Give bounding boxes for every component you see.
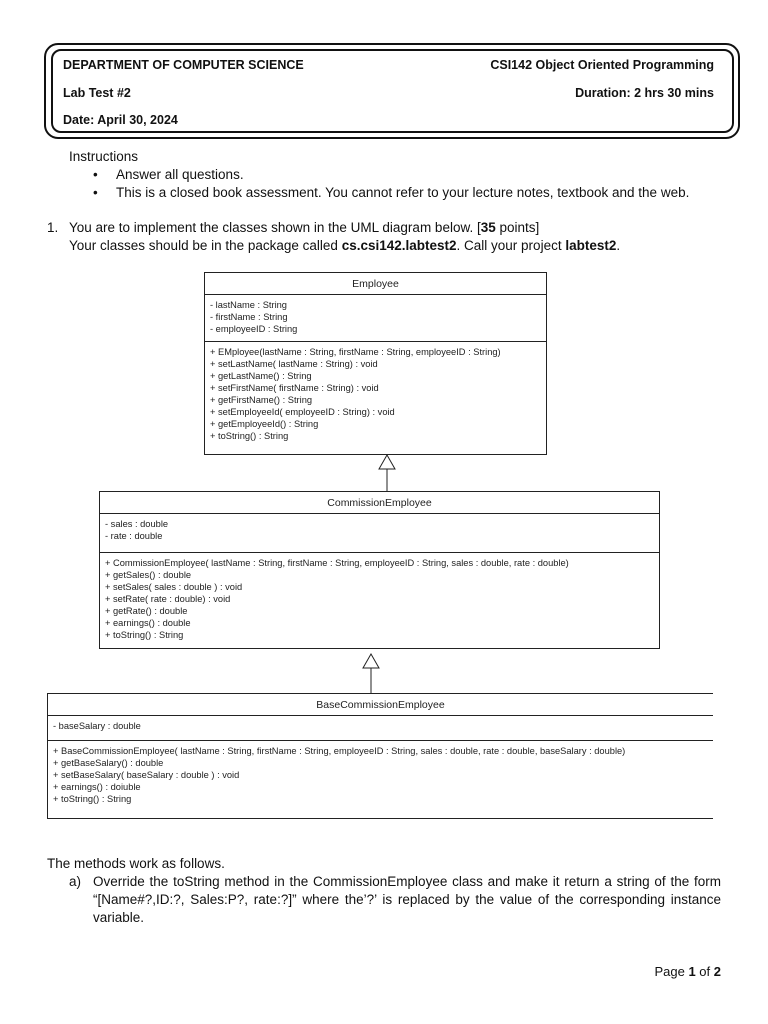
uml-methods [48,741,713,811]
uml-method: + toString() : String [210,431,289,441]
uml-method: + BaseCommissionEmployee( lastName : String, firstName : String, employeeID : String, sales : double, rate : double, baseSalary : double) [53,746,626,756]
inheritance-arrow-base-to-commission [363,654,379,693]
uml-attribute: - baseSalary : double [53,721,141,731]
uml-method: + EMployee(lastName : String, firstName : String, employeeID : String) [210,347,501,357]
uml-method: + getLastName() : String [210,371,312,381]
uml-method: + setBaseSalary( baseSalary : double ) : void [53,770,240,780]
project-name: labtest2 [565,238,617,253]
uml-attribute: - sales : double [105,519,169,529]
uml-attributes [100,514,659,553]
points-value: 35 [480,220,496,235]
instruction-item: • Answer all questions. [116,166,244,184]
uml-method: + getBaseSalary() : double [53,758,164,768]
uml-method: + getEmployeeId() : String [210,419,319,429]
uml-attributes [48,716,713,741]
page-number: Page 1 of 2 [654,964,721,979]
question-text-line1: You are to implement the classes shown in the UML diagram below. [35 points] [69,220,540,235]
uml-class-base-commission-employee [47,693,713,819]
methods-intro: The methods work as follows. [47,856,225,871]
uml-method: + setFirstName( firstName : String) : void [210,383,379,393]
inheritance-arrow-commission-to-employee [379,455,395,491]
package-name: cs.csi142.labtest2 [341,238,457,253]
instruction-item: • This is a closed book assessment. You cannot refer to your lecture notes, textbook and the web. [116,184,726,202]
item-a-text: Override the toString method in the CommissionEmployee class and make it return a string of the form “[Name#?,ID:?, Sales:P?, rate:?]” where the’?’ is replaced by the value of the corresponding instance variable. [93,874,721,925]
uml-attribute: - rate : double [105,531,163,541]
uml-method: + setLastName( lastName : String) : void [210,359,378,369]
uml-method: + CommissionEmployee( lastName : String, firstName : String, employeeID : String, sales : double, rate : double) [105,558,569,568]
uml-methods [100,553,659,647]
uml-method: + setRate( rate : double) : void [105,594,231,604]
uml-method: + getRate() : double [105,606,188,616]
uml-attribute: - firstName : String [210,312,288,322]
uml-method: + earnings() : double [105,618,191,628]
uml-class-name: BaseCommissionEmployee [48,694,713,716]
uml-attribute: - lastName : String [210,300,287,310]
item-a-label: a) [69,874,82,889]
uml-method: + getSales() : double [105,570,192,580]
duration-label: Duration: 2 hrs 30 mins [575,86,714,100]
uml-class-name: Employee [205,273,546,295]
uml-method: + getFirstName() : String [210,395,313,405]
lab-test-label: Lab Test #2 [63,86,131,100]
uml-method: + toString() : String [105,630,184,640]
question-number: 1. [47,220,59,235]
uml-class-name: CommissionEmployee [100,492,659,514]
instructions-heading: Instructions [69,149,139,164]
uml-method: + earnings() : doiuble [53,782,141,792]
department-name: DEPARTMENT OF COMPUTER SCIENCE [63,58,304,72]
uml-method: + setEmployeeId( employeeID : String) : void [210,407,395,417]
course-title: CSI142 Object Oriented Programming [490,58,714,72]
uml-class-commission-employee [99,491,660,649]
uml-attribute: - employeeID : String [210,324,298,334]
date-label: Date: April 30, 2024 [63,113,178,127]
question-text-line2: Your classes should be in the package called cs.csi142.labtest2. Call your project labtest2. [69,238,621,253]
uml-method: + setSales( sales : double ) : void [105,582,243,592]
uml-method: + toString() : String [53,794,132,804]
